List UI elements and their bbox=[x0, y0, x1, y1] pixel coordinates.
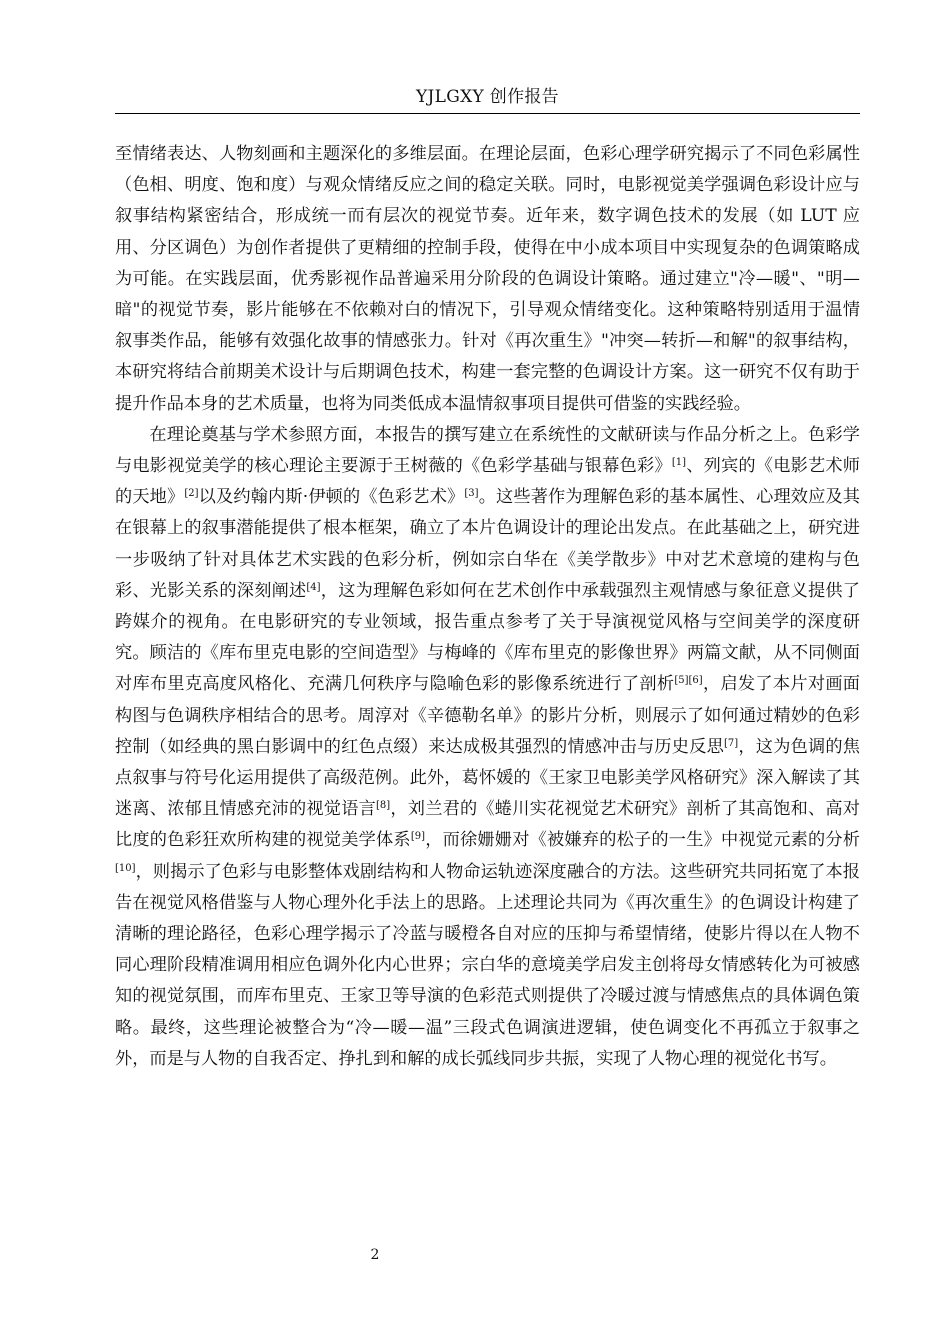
text-run: ，启发了本片对画面构图与色调秩序相结合的思考。周淳对《辛德勒名单》的影片分析，则展示了如何通过精妙的色彩控制（如经典的黑白影调中的红色点缀）来达成极其强烈的情感冲击与历史反思 bbox=[115, 674, 860, 757]
text-run: ，则揭示了色彩与电影整体戏剧结构和人物命运轨迹深度融合的方法。这些研究共同拓宽了本报告在视觉风格借鉴与人物心理外化手法上的思路。上述理论共同为《再次重生》的色调设计构建了清晰的理论路径，色彩心理学揭示了冷蓝与暖橙各自对应的压抑与希望情绪，使影片得以在人物不同心理阶段精准调用相应色调外化内心世界；宗白华的意境美学启发主创将母女情感转化为可被感知的视觉氛围，而库布里克、王家卫等导演的色彩范式则提供了冷暖过渡与情感焦点的具体调色策略。最终，这些理论被整合为“冷—暖—温”三段式色调演进逻辑，使色调变化不再孤立于叙事之外，而是与人物的自我否定、挣扎到和解的成长弧线同步共振，实现了人物心理的视觉化书写。 bbox=[115, 861, 860, 1069]
text-run: 以及约翰内斯·伊顿的《色彩艺术》 bbox=[198, 487, 465, 508]
citation-marker: [9] bbox=[410, 831, 425, 843]
paragraph-continuation bbox=[115, 139, 860, 420]
text-run: ，而徐姗姗对《被嫌弃的松子的一生》中视觉元素的分析 bbox=[424, 830, 860, 851]
citation-marker: [5][6] bbox=[674, 675, 703, 687]
citation-marker: [10] bbox=[115, 862, 136, 874]
citation-marker: [1] bbox=[671, 457, 686, 469]
body-text bbox=[115, 139, 860, 1075]
citation-marker: [7] bbox=[724, 737, 739, 749]
citation-marker: [2] bbox=[184, 488, 199, 500]
text-run: 在理论奠基与学术参照方面，本报告的撰写建立在系统性的文献研读与作品分析之上。色彩学与电影视觉美学的核心理论主要源于王树薇的《色彩学基础与银幕色彩》 bbox=[115, 424, 860, 477]
text-run: 。这些著作为理解色彩的基本属性、心理效应及其在银幕上的叙事潜能提供了根本框架，确立了本片色调设计的理论出发点。在此基础之上，研究进一步吸纳了针对具体艺术实践的色彩分析，例如宗白华在《美学散步》中对艺术意境的建构与色彩、光影关系的深刻阐述 bbox=[115, 487, 860, 601]
header-divider bbox=[115, 113, 860, 114]
citation-marker: [4] bbox=[306, 581, 321, 593]
citation-marker: [3] bbox=[464, 488, 479, 500]
text-run: 、列宾的《电影艺术师的天地》 bbox=[115, 456, 860, 508]
page-number: 2 bbox=[370, 1247, 380, 1263]
text-run: ，刘兰君的《蜷川实花视觉艺术研究》剖析了其高饱和、高对比度的色彩狂欢所构建的视觉美学体系 bbox=[115, 799, 860, 851]
text-run: ，这为色调的焦点叙事与符号化运用提供了高级范例。此外，葛怀媛的《王家卫电影美学风格研究》深入解读了其迷离、浓郁且情感充沛的视觉语言 bbox=[115, 736, 860, 820]
text-run: ，这为理解色彩如何在艺术创作中承载强烈主观情感与象征意义提供了跨媒介的视角。在电影研究的专业领域，报告重点参考了关于导演视觉风格与空间美学的深度研究。顾洁的《库布里克电影的空间造型》与梅峰的《库布里克的影像世界》两篇文献，从不同侧面对库布里克高度风格化、充满几何秩序与隐喻色彩的影像系统进行了剖析 bbox=[115, 580, 860, 695]
page-header-title: YJLGXY 创作报告 bbox=[416, 87, 559, 107]
paragraph-literature-review bbox=[115, 420, 860, 1075]
text-run: 至情绪表达、人物刻画和主题深化的多维层面。在理论层面，色彩心理学研究揭示了不同色彩属性（色相、明度、饱和度）与观众情绪反应之间的稳定关联。同时，电影视觉美学强调色彩设计应与叙事结构紧密结合，形成统一而有层次的视觉节奏。近年来，数字调色技术的发展（如 LUT 应用、分区调色）为创作者提供了更精细的控制手段，使得在中小成本项目中实现复杂的色调策略成为可能。在实践层面，优秀影视作品普遍采用分阶段的色调设计策略。通过建立"冷—暖"、"明—暗"的视觉节奏，影片能够在不依赖对白的情况下，引导观众情绪变化。这种策略特别适用于温情叙事类作品，能够有效强化故事的情感张力。针对《再次重生》"冲突—转折—和解"的叙事结构，本研究将结合前期美术设计与后期调色技术，构建一套完整的色调设计方案。这一研究不仅有助于提升作品本身的艺术质量，也将为同类低成本温情叙事项目提供可借鉴的实践经验。 bbox=[115, 144, 860, 414]
citation-marker: [8] bbox=[376, 800, 391, 812]
